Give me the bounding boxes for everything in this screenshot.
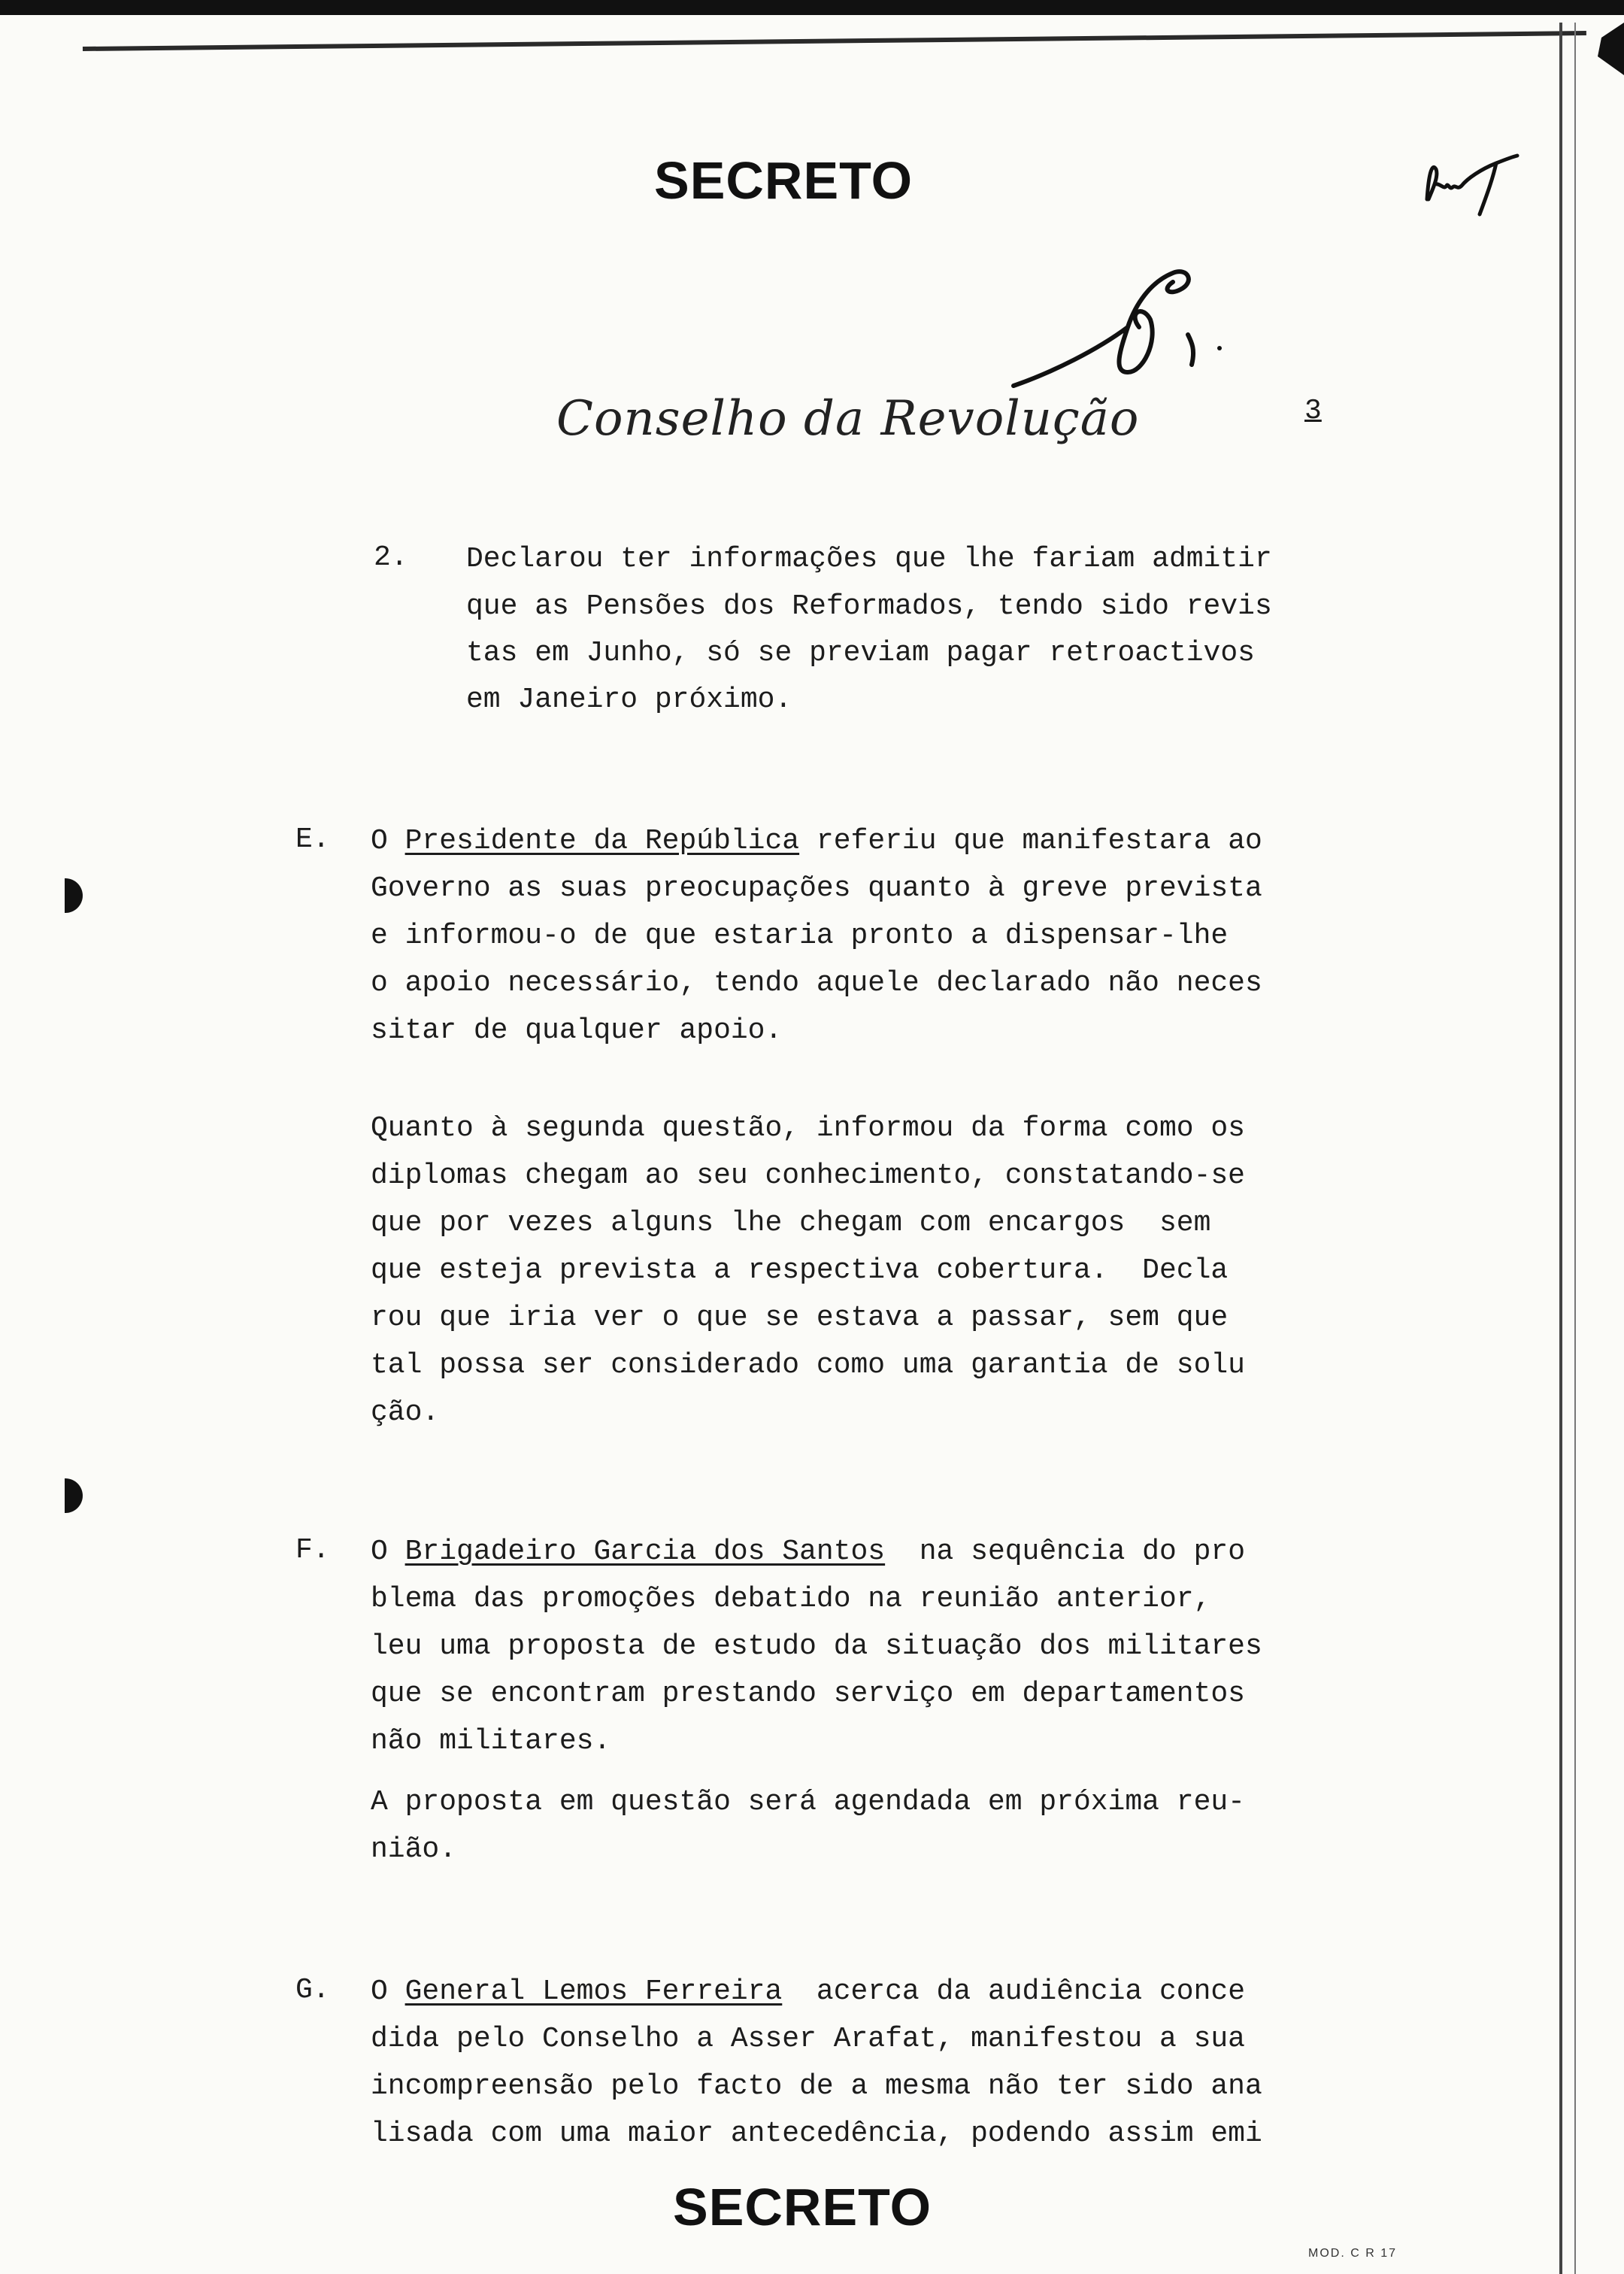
scan-top-border xyxy=(0,0,1624,15)
section-f-p2-line-2: nião. xyxy=(371,1833,457,1866)
punch-hole-lower xyxy=(65,1478,83,1513)
handwritten-signature xyxy=(1007,259,1233,395)
section-f-p2-line-1: A proposta em questão será agendada em próxima reu- xyxy=(371,1786,1245,1818)
section-g-line-1 xyxy=(371,1975,1245,2008)
item-2-line-2: que as Pensões dos Reformados, tendo sido revis xyxy=(466,590,1272,623)
punch-hole-upper xyxy=(65,878,83,913)
section-f-line-5: não militares. xyxy=(371,1725,611,1757)
section-e-line-5: sitar de qualquer apoio. xyxy=(371,1014,783,1047)
scan-right-edge xyxy=(1559,23,1562,2274)
section-e-line-3: e informou-o de que estaria pronto a dispensar-lhe xyxy=(371,920,1229,952)
section-e-label: E. xyxy=(295,823,330,856)
section-e-line-2: Governo as suas preocupações quanto à greve prevista xyxy=(371,872,1262,905)
scan-right-edge-inner xyxy=(1574,23,1576,2274)
section-e-line-1-rest: referiu que manifestara ao xyxy=(799,825,1262,857)
section-e-line-1 xyxy=(371,827,1262,856)
section-e-p2-line-3: que por vezes alguns lhe chegam com encargos sem xyxy=(371,1207,1211,1239)
secret-stamp-bottom: SECRETO xyxy=(673,2178,932,2236)
section-f-label: F. xyxy=(295,1534,330,1566)
item-2-line-1: Declarou ter informações que lhe fariam admitir xyxy=(466,543,1272,575)
section-f-line-1 xyxy=(371,1538,1245,1566)
item-2-label: 2. xyxy=(374,541,408,574)
section-f-line-3: leu uma proposta de estudo da situação dos militares xyxy=(371,1630,1262,1663)
item-2-line-3: tas em Junho, só se previam pagar retroactivos xyxy=(466,637,1255,669)
section-g-line-3: incompreensão pelo facto de a mesma não ter sido ana xyxy=(371,2070,1262,2103)
scan-top-rule xyxy=(83,31,1586,51)
item-2-line-4: em Janeiro próximo. xyxy=(466,684,792,716)
section-f-line-1-rest: na sequência do pro xyxy=(885,1536,1246,1568)
section-f-line-2: blema das promoções debatido na reunião anterior, xyxy=(371,1583,1211,1615)
section-e-line-4: o apoio necessário, tendo aquele declarado não neces xyxy=(371,967,1262,999)
section-f-line-4: que se encontram prestando serviço em departamentos xyxy=(371,1678,1245,1710)
letterhead: Conselho da Revolução xyxy=(556,391,1140,447)
section-g-line-4: lisada com uma maior antecedência, podendo assim emi xyxy=(371,2118,1262,2150)
section-g-line-2: dida pelo Conselho a Asser Arafat, manifestou a sua xyxy=(371,2023,1245,2055)
section-e-prefix: O xyxy=(371,825,405,857)
section-e-p2-line-1: Quanto à segunda questão, informou da forma como os xyxy=(371,1112,1245,1145)
section-f-person: Brigadeiro Garcia dos Santos xyxy=(404,1536,886,1568)
section-e-p2-line-4: que esteja prevista a respectiva cobertura. Decla xyxy=(371,1254,1229,1287)
section-g-prefix: O xyxy=(371,1975,405,2008)
initials-signature xyxy=(1421,147,1526,229)
section-g-line-1-rest: acerca da audiência conce xyxy=(782,1975,1245,2008)
section-e-p2-line-5: rou que iria ver o que se estava a passar, sem que xyxy=(371,1302,1229,1334)
torn-corner-mark xyxy=(1594,23,1624,75)
section-e-p2-line-2: diplomas chegam ao seu conhecimento, constatando-se xyxy=(371,1160,1245,1192)
secret-stamp-top: SECRETO xyxy=(654,151,914,210)
section-e-p2-line-7: ção. xyxy=(371,1396,440,1429)
section-g-person: General Lemos Ferreira xyxy=(404,1975,783,2008)
section-e-person: Presidente da República xyxy=(404,825,800,857)
section-f-prefix: O xyxy=(371,1536,405,1568)
page-number: 3 xyxy=(1304,395,1322,427)
section-e-p2-line-6: tal possa ser considerado como uma garantia de solu xyxy=(371,1349,1245,1381)
section-g-label: G. xyxy=(295,1974,330,2006)
form-code: MOD. C R 17 xyxy=(1308,2247,1398,2260)
